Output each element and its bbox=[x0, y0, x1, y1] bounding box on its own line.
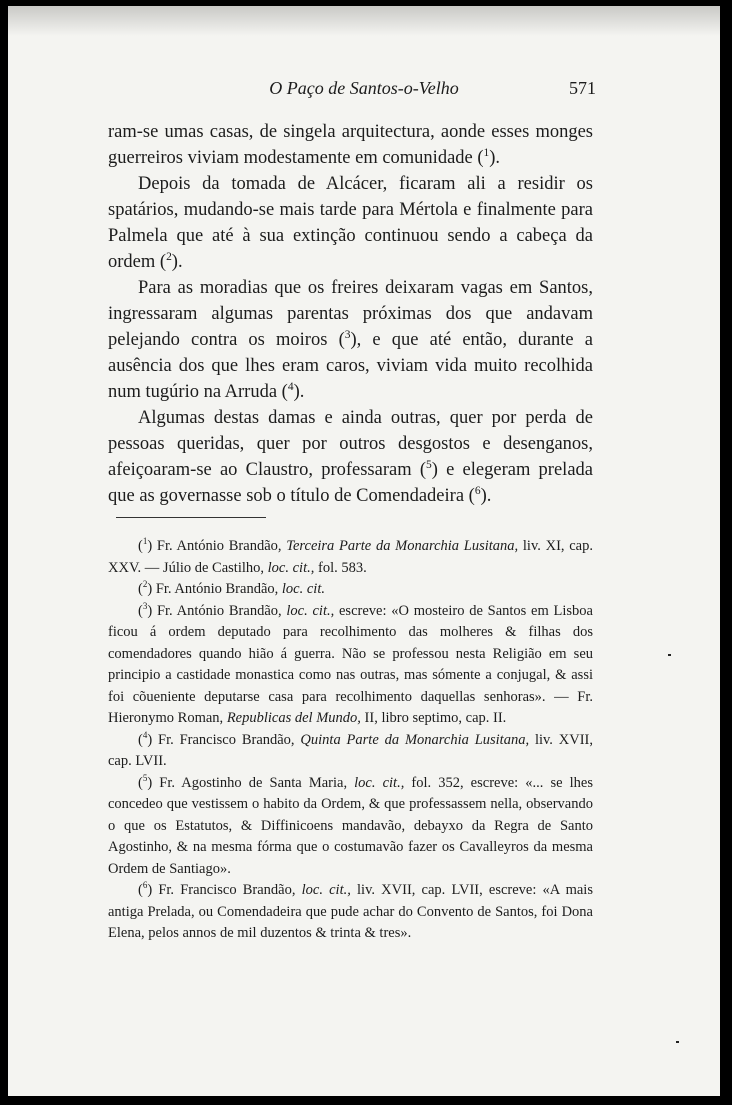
footnote-separator bbox=[116, 517, 266, 518]
footnote-ref[interactable]: 3 bbox=[344, 328, 351, 341]
body-text bbox=[108, 119, 593, 509]
paragraph: Algumas destas damas e ainda outras, quer por perda de pessoas queridas, quer por outros desgostos e desenganos, afeiçoaram-se ao Claustro, professaram ($^5$) e elegeram prelada que as governasse sob o título de Comendadeira ($^6$). bbox=[108, 408, 593, 506]
page-header bbox=[8, 78, 720, 104]
page-number: 571 bbox=[569, 78, 596, 98]
footnotes bbox=[108, 536, 593, 945]
scan-speck bbox=[676, 1041, 679, 1043]
footnote: ($^3$) Fr. António Brandão, loc. cit., escreve: «O mosteiro de Santos em Lisboa ficou á ordem deputado para recolhimento das molheres & filhas dos comendadores quando hião á guerra. Não se professou nesta Religião em seu principio a castidade monastica como nas outras, mas sómente a conjugal, & assi foi cõueniente deputarse casa para recolhimento daquellas senhoras». — Fr. Hieronymo Roman, Republicas del Mundo, II, libro septimo, cap. II. bbox=[108, 600, 593, 726]
footnote: ($^5$) Fr. Agostinho de Santa Maria, loc. cit., fol. 352, escreve: «... se lhes concedeo que vestissem o habito da Ordem, & que professassem nella, observando o que os Estatutos, & Diffinicoens mandavão, debayxo da Regra de Santo Agostinho, & na mesma fórma que o costumavão fazer os Cavalleyros da mesma Ordem de Santiago». bbox=[108, 772, 593, 877]
footnote-ref[interactable]: 4 bbox=[287, 380, 294, 393]
scan-shadow bbox=[8, 6, 720, 36]
paragraph: ram-se umas casas, de singela arquitectura, aonde esses monges guerreiros viviam modestamente em comunidade ($^1$). bbox=[108, 122, 593, 168]
footnote-ref[interactable]: 6 bbox=[474, 484, 481, 497]
footnote-ref[interactable]: 2 bbox=[166, 250, 172, 263]
footnote-ref[interactable]: 1 bbox=[483, 146, 490, 159]
footnote: ($^1$) Fr. António Brandão, Terceira Parte da Monarchia Lusitana, liv. XI, cap. XXV. — Júlio de Castilho, loc. cit., fol. 583. bbox=[108, 536, 593, 576]
running-title: O Paço de Santos-o-Velho bbox=[269, 78, 459, 98]
book-page bbox=[8, 6, 720, 1096]
footnote: ($^4$) Fr. Francisco Brandão, Quinta Parte da Monarchia Lusitana, liv. XVII, cap. LVII. bbox=[108, 729, 594, 769]
scan-speck bbox=[668, 654, 671, 656]
footnote: ($^6$) Fr. Francisco Brandão, loc. cit., liv. XVII, cap. LVII, escreve: «A mais antiga Prelada, ou Comendadeira que pude achar do Convento de Santos, foi Dona Elena, pelos annos de mil duzentos & trinta & tres». bbox=[108, 880, 593, 941]
paragraph: Depois da tomada de Alcácer, ficaram ali a residir os spatários, mudando-se mais tarde para Mértola e finalmente para Palmela que até à sua extinção continuou sendo a cabeça da ordem ($^2$). bbox=[108, 174, 593, 272]
footnote-ref[interactable]: 5 bbox=[425, 458, 432, 471]
paragraph: Para as moradias que os freires deixaram vagas em Santos, ingressaram algumas parentas próximas dos que andavam pelejando contra os moiros ($^3$), e que até então, durante a ausência dos que lhes eram caros, viviam vida muito recolhida num tugúrio na Arruda ($^4$). bbox=[108, 278, 593, 402]
footnote: ($^2$) Fr. António Brandão, loc. cit. bbox=[138, 579, 325, 597]
